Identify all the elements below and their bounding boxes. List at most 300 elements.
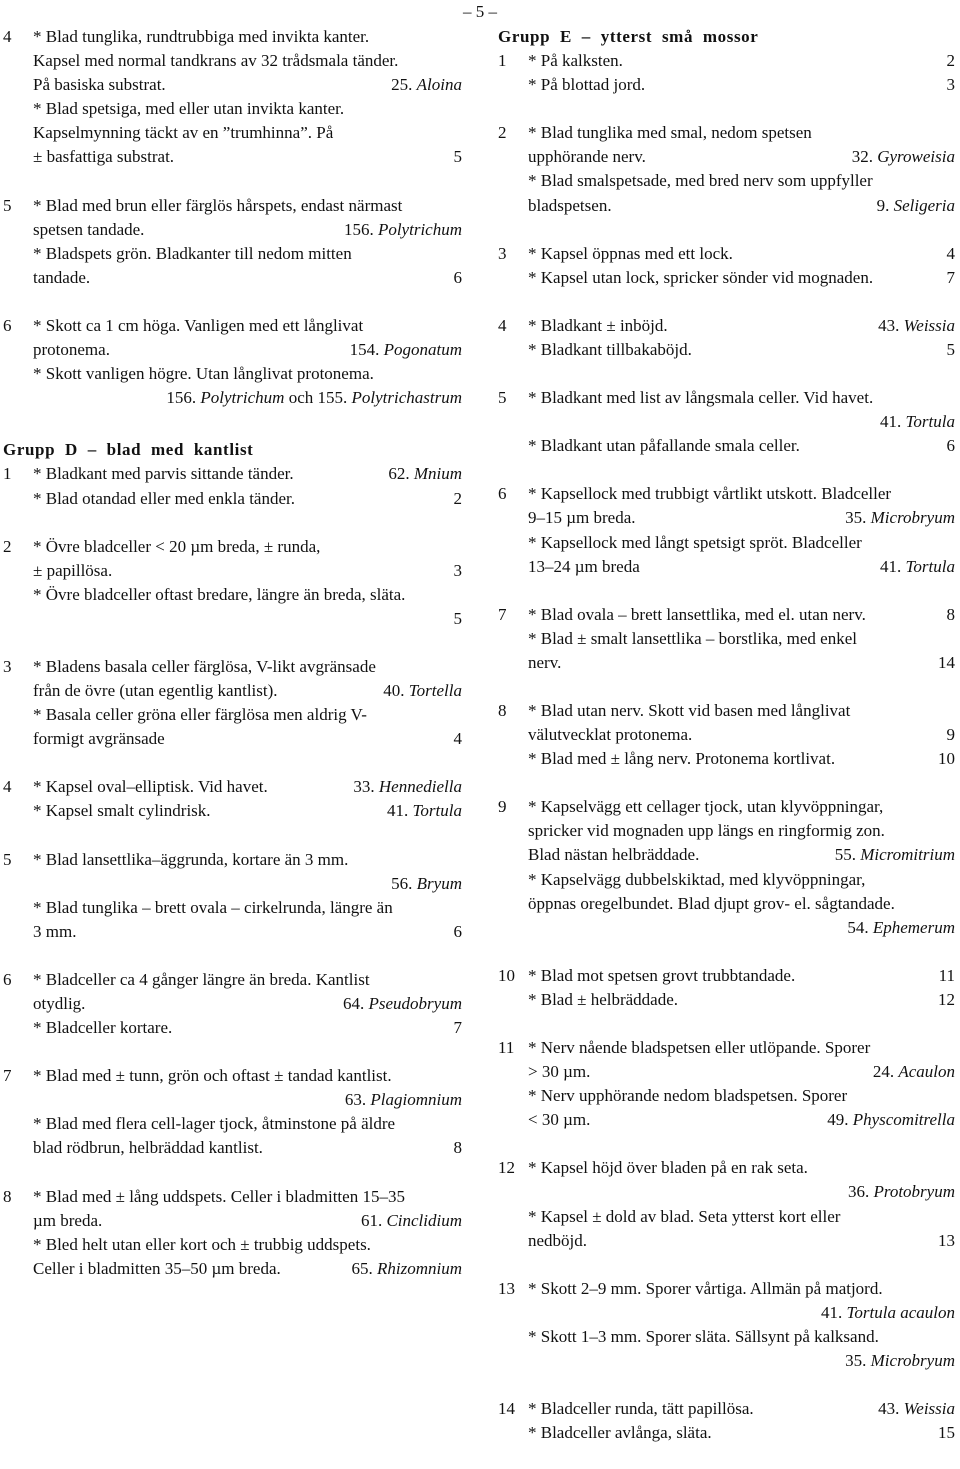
lead-text-line: * Övre bladceller < 20 µm breda, ± runda, [33,536,321,556]
lead-reference [33,872,462,896]
couplet-number: 6 [3,969,12,989]
reference-number: 33. [353,777,375,797]
lead-text-line: Celler i bladmitten 35–50 µm breda. [33,1258,281,1278]
lead-text-line: * Bladkant med list av långsmala celler. Vid havet. [528,388,874,408]
couplet [498,49,955,97]
genus-name: Mnium [413,464,462,484]
lead-reference [446,559,463,583]
lead-text-line: * Kapselvägg dubbelskiktad, med klyvöppningar, [528,869,866,889]
lead-text-line: * Blad lansettlika–äggrunda, kortare än 3 mm. [33,849,349,869]
key-lead [33,1185,462,1233]
lead-reference [33,1088,462,1112]
key-lead [528,121,955,169]
couplet-number: 7 [3,1066,12,1086]
lead-reference [930,651,955,675]
genus-name: Seligeria [893,195,955,215]
page-number: – 5 – [463,2,497,21]
genus-name: Pseudobryum [368,994,462,1013]
lead-reference [939,338,956,362]
lead-text-line: 13–24 µm breda [528,556,640,576]
couplet [3,1185,462,1281]
reference-number: 15 [938,1423,955,1443]
key-lead [528,964,955,988]
genus-name: Polytrichum [377,219,462,239]
key-lead [33,968,462,1016]
reference-number: 41. [387,801,409,821]
lead-reference [446,920,463,944]
lead-text-line: * Bladceller avlånga, släta. [528,1423,712,1443]
lead-text-line: från de övre (utan egentlig kantlist). [33,681,278,701]
key-lead [33,487,462,511]
reference-number: 40. [383,681,405,701]
lead-text-line: välutvecklat protonema. [528,725,693,745]
key-lead [528,242,955,266]
lead-text-line: * Skott 1–3 mm. Sporer släta. Sällsynt på kalksand. [528,1326,879,1346]
group-heading: Grupp E – ytterst små mossor [498,27,759,46]
couplet [498,1397,955,1445]
genus-name: Bryum [416,873,462,893]
lead-reference [870,1397,955,1421]
lead-reference [446,1136,463,1160]
lead-reference [837,506,955,530]
reference-number: 36. [847,1182,870,1202]
key-lead [528,434,955,458]
genus-name: Gyroweisia [877,147,955,167]
genus-name: Micromitrium [860,845,955,865]
genus-name: Polytrichastrum [351,388,462,408]
lead-text-line: * Bladspets grön. Bladkanter till nedom mitten [33,243,352,263]
genus-name: Physcomitrella [852,1110,955,1130]
couplet [498,121,955,217]
lead-reference [939,266,956,290]
lead-reference [931,964,955,988]
reference-number: 3 [453,560,462,580]
reference-number: 5 [453,608,462,628]
lead-text-line: protonema. [33,340,110,360]
lead-text-line: * Blad spetsiga, med eller utan invikta kanter. [33,99,345,119]
lead-text-line: * Blad ovala – brett lansettlika, med el. utan nerv. [528,604,866,624]
lead-text-line: * Basala celler gröna eller färglösa men aldrig V- [33,705,367,725]
lead-text-line: tandade. [33,267,91,287]
key-lead [528,1084,955,1132]
key-lead [528,627,955,675]
key-lead [528,747,955,771]
lead-text-line: * Skott 2–9 mm. Sporer vårtiga. Allmän på matjord. [528,1278,883,1298]
lead-reference [939,723,956,747]
genus-name: Plagiomnium [370,1090,462,1110]
couplet [3,968,462,1040]
lead-text-line: * Blad mot spetsen grovt trubbtandade. [528,965,796,985]
reference-number: 62. [388,464,410,484]
key-lead [33,848,462,896]
reference-number: 65. [351,1258,373,1278]
reference-number: 2 [946,51,955,71]
lead-text-line: * Övre bladceller oftast bredare, längre än breda, släta. [33,584,406,604]
key-lead [33,799,462,823]
reference-number: 7 [453,1018,462,1038]
lead-text-line: * Nerv upphörande nedom bladspetsen. Sporer [528,1086,848,1106]
reference-number: 63. [344,1090,367,1110]
reference-number: 4 [946,243,955,263]
lead-reference [345,775,462,799]
couplet-number: 6 [3,315,12,335]
genus-name: Microbryum [870,508,955,528]
lead-text-line: * På kalksten. [528,51,623,71]
key-lead [528,1156,955,1204]
key-lead [528,1277,955,1325]
lead-text-line: * Kapsel oval–elliptisk. Vid havet. [33,777,268,797]
key-lead [33,1233,462,1281]
lead-reference [375,679,462,703]
lead-text-line: * Blad med ± tunn, grön och oftast ± tandad kantlist. [33,1066,392,1086]
lead-text-line: 9–15 µm breda. [528,508,636,528]
lead-text-line: * Blad tunglika, rundtrubbiga med invikta kanter. [33,27,370,46]
lead-text-line: < 30 µm. [528,1110,591,1130]
lead-reference [33,607,462,631]
lead-reference [342,338,462,362]
key-lead [33,775,462,799]
lead-text-line: upphörande nerv. [528,147,646,167]
couplet-number: 4 [3,27,12,46]
key-lead [528,1397,955,1421]
reference-number: 9 [946,725,955,745]
lead-text-line: nedböjd. [528,1230,588,1250]
reference-number: 56. [391,873,413,893]
genus-name: Pogonatum [383,340,462,360]
key-lead [528,169,955,217]
reference-number: 41. [880,412,902,432]
lead-text-line: öppnas oregelbundet. Blad djupt grov- el. sågtandade. [528,893,895,913]
lead-reference [335,992,462,1016]
key-lead [33,242,462,290]
lead-text-line: * Bladkant utan påfallande smala celler. [528,436,800,456]
lead-reference [528,1301,955,1325]
couplet-number: 5 [498,388,507,408]
lead-reference [869,194,955,218]
couplet-number: 13 [498,1278,515,1298]
lead-text-line: ± basfattiga substrat. [33,147,175,167]
lead-text-line: * Blad otandad eller med enkla tänder. [33,488,295,508]
lead-reference [336,218,462,242]
key-lead [528,482,955,530]
lead-reference [827,843,955,867]
lead-text-line: * Kapselvägg ett cellager tjock, utan klyvöppningar, [528,797,884,817]
genus-name: Acaulon [898,1062,955,1082]
genus-name: Aloina [416,75,462,95]
key-lead [528,603,955,627]
key-lead [33,1112,462,1160]
lead-text-line: * Blad med flera cell-lager tjock, åtminstone på äldre [33,1114,396,1134]
reference-number: 8 [946,604,955,624]
lead-text-line: blad rödbrun, helbräddad kantlist. [33,1138,263,1158]
lead-text-line: * På blottad jord. [528,75,646,95]
key-lead [528,795,955,867]
key-lead [528,266,955,290]
lead-text-line: * Skott ca 1 cm höga. Vanligen med ett långlivat [33,315,364,335]
reference-number: 11 [938,965,955,985]
lead-text-line: * Nerv nående bladspetsen eller utlöpande. Sporer [528,1038,871,1057]
reference-number: 155. [317,388,348,408]
reference-number: 7 [946,267,955,287]
genus-name: Tortula [905,556,955,576]
key-lead [33,896,462,944]
couplet [498,1156,955,1252]
reference-number: 32. [851,147,873,167]
couplet [3,848,462,944]
couplet [3,25,462,170]
reference-number: 35. [845,1351,867,1371]
lead-reference [939,603,956,627]
reference-number: 154. [349,340,380,360]
couplet [498,603,955,675]
lead-text-line: På basiska substrat. [33,75,166,95]
couplet [498,482,955,578]
lead-text-line: * Bladkant tillbakaböjd. [528,339,692,359]
key-lead [528,338,955,362]
couplet-number: 10 [498,965,515,985]
key-lead [528,1036,955,1084]
key-lead [528,531,955,579]
couplet [3,655,462,751]
lead-reference [528,1349,955,1373]
lead-text-line: ± papillösa. [33,560,113,580]
couplet-number: 7 [498,604,507,624]
reference-number: 61. [360,1210,383,1230]
lead-text-line: 3 mm. [33,921,77,941]
reference-number: 41. [821,1302,843,1322]
reference-number: 6 [453,267,462,287]
lead-reference [844,145,955,169]
couplet-number: 9 [498,797,507,817]
couplet [3,314,462,410]
key-lead [33,703,462,751]
key-lead [33,535,462,583]
lead-reference [528,1180,955,1204]
reference-number: 13 [938,1230,955,1250]
lead-reference [446,727,463,751]
reference-number: 35. [845,508,867,528]
genus-name: Tortula [905,412,955,432]
key-lead [33,1064,462,1112]
couplet-number: 5 [3,195,12,215]
couplet [498,314,955,362]
key-lead [528,988,955,1012]
couplet-number: 3 [498,243,507,263]
couplet-number: 8 [498,700,507,720]
genus-name: Hennediella [378,777,462,797]
reference-number: 24. [872,1062,895,1082]
lead-reference [872,555,955,579]
right-column [498,25,955,1469]
key-lead [528,1421,955,1445]
lead-reference [379,799,462,823]
couplet-number: 3 [3,656,12,676]
lead-text-line: nerv. [528,652,562,672]
genus-name: Weissia [903,1399,955,1419]
lead-text-line: * Blad smalspetsade, med bred nerv som uppfyller [528,171,873,191]
genus-name: Rhizomnium [377,1258,462,1278]
couplet-number: 1 [498,51,507,71]
reference-number: 10 [938,749,955,769]
genus-name: Weissia [903,315,955,335]
lead-text-line: spetsen tandade. [33,219,145,239]
lead-text-line: * Kapsel öppnas med ett lock. [528,243,733,263]
lead-reference [939,242,956,266]
lead-reference [528,916,955,940]
lead-text-line: * Blad med ± lång nerv. Protonema kortlivat. [528,749,836,769]
lead-text-line: otydlig. [33,994,86,1013]
lead-text-line: Blad nästan helbräddade. [528,845,700,865]
couplet-number: 2 [3,536,12,556]
couplet-number: 11 [498,1038,515,1057]
lead-reference [383,73,462,97]
lead-reference [930,988,955,1012]
reference-number: 9. [876,195,890,215]
couplet [3,535,462,631]
key-lead [528,868,955,940]
couplet [3,194,462,290]
lead-reference [446,487,463,511]
lead-reference [939,434,956,458]
lead-text-line: > 30 µm. [528,1062,591,1082]
lead-text-line: * Bladceller ca 4 gånger längre än breda. Kantlist [33,969,370,989]
reference-number: 6 [946,436,955,456]
reference-number: 43. [878,1399,900,1419]
lead-text-line: * Kapsel ± dold av blad. Seta ytterst kort eller [528,1206,841,1226]
key-lead [33,655,462,703]
reference-number: 12 [938,989,955,1009]
couplet [3,775,462,823]
key-lead [528,699,955,747]
lead-reference [865,1060,955,1084]
key-lead [33,362,462,410]
lead-reference [870,314,955,338]
lead-text-line: * Kapsellock med trubbigt vårtlikt utskott. Bladceller [528,484,892,504]
lead-text-line: * Blad utan nerv. Skott vid basen med långlivat [528,700,851,720]
reference-number: 14 [938,652,955,672]
lead-reference [939,49,956,73]
genus-name: Microbryum [870,1351,955,1371]
group-heading: Grupp D – blad med kantlist [3,440,254,460]
genus-name: Protobryum [873,1182,955,1202]
reference-number: 43. [878,315,900,335]
left-column [3,25,462,1305]
lead-text-line: * Kapsel smalt cylindrisk. [33,801,211,821]
key-lead [528,49,955,73]
genus-name: Tortula acaulon [846,1302,955,1322]
key-lead [528,1325,955,1373]
key-lead [33,97,462,169]
lead-reference [344,1257,463,1281]
key-lead [33,1016,462,1040]
lead-text-line: * Kapsellock med långt spetsigt spröt. Bladceller [528,532,862,552]
lead-reference [930,747,955,771]
lead-reference [33,386,462,410]
lead-reference [930,1229,955,1253]
couplet [3,462,462,510]
lead-text-line: formigt avgränsade [33,729,165,749]
lead-text-line: * Blad med ± lång uddspets. Celler i bladmitten 15–35 [33,1186,405,1206]
reference-conjunction: och [288,388,314,408]
lead-reference [528,410,955,434]
reference-number: 8 [453,1138,462,1158]
key-lead [528,386,955,434]
key-lead [528,314,955,338]
key-lead [528,1205,955,1253]
lead-text-line: * Blad tunglika med smal, nedom spetsen [528,123,812,143]
lead-text-line: * Blad ± smalt lansettlika – borstlika, med enkel [528,628,857,648]
couplet-number: 5 [3,849,12,869]
lead-text-line: * Blad med brun eller färglös hårspets, endast närmast [33,195,403,215]
lead-text-line: * Bladceller kortare. [33,1018,173,1038]
lead-text-line: * Bladkant med parvis sittande tänder. [33,464,294,484]
lead-text-line: bladspetsen. [528,195,612,215]
key-lead [33,462,462,486]
lead-reference [353,1209,462,1233]
reference-number: 156. [343,219,374,239]
reference-number: 55. [834,845,856,865]
couplet [498,242,955,290]
couplet-number: 1 [3,464,12,484]
lead-reference [819,1108,955,1132]
couplet [498,386,955,458]
couplet [498,1277,955,1373]
key-lead [33,314,462,362]
couplet-number: 4 [498,315,507,335]
lead-text-line: * Kapsel utan lock, spricker sönder vid mognaden. [528,267,874,287]
lead-reference [930,1421,955,1445]
key-lead [33,583,462,631]
lead-text-line: * Blad tunglika – brett ovala – cirkelrunda, längre än [33,897,393,917]
couplet-number: 12 [498,1158,515,1178]
reference-number: 41. [880,556,902,576]
lead-reference [446,266,463,290]
reference-number: 3 [946,75,955,95]
lead-text-line: * Bladens basala celler färglösa, V-likt avgränsade [33,656,376,676]
lead-text-line: * Blad ± helbräddade. [528,989,679,1009]
couplet-number: 4 [3,777,12,797]
couplet [498,1036,955,1132]
key-lead [33,194,462,242]
lead-text-line: * Bladkant ± inböjd. [528,315,668,335]
reference-number: 4 [453,729,462,749]
lead-text-line: * Bladceller runda, tätt papillösa. [528,1399,754,1419]
couplet-number: 8 [3,1186,12,1206]
genus-name: Tortella [408,681,462,701]
genus-name: Tortula [412,801,462,821]
lead-text-line: Kapsel med normal tandkrans av 32 trådsmala tänder. [33,51,399,71]
lead-text-line: * Bled helt utan eller kort och ± trubbig uddspets. [33,1234,371,1254]
lead-text-line: µm breda. [33,1210,103,1230]
couplet [498,795,955,940]
couplet [3,1064,462,1160]
lead-reference [939,73,956,97]
reference-number: 6 [453,921,462,941]
couplet [498,699,955,771]
reference-number: 25. [391,75,413,95]
lead-text-line: * Skott vanligen högre. Utan långlivat protonema. [33,364,374,384]
reference-number: 156. [166,388,197,408]
reference-number: 54. [847,917,869,937]
couplet-number: 14 [498,1399,515,1419]
lead-reference [446,1016,463,1040]
reference-number: 2 [453,488,462,508]
couplet-number: 6 [498,484,507,504]
reference-number: 64. [343,994,365,1013]
reference-number: 49. [827,1110,849,1130]
couplet [498,964,955,1012]
lead-reference [446,145,463,169]
